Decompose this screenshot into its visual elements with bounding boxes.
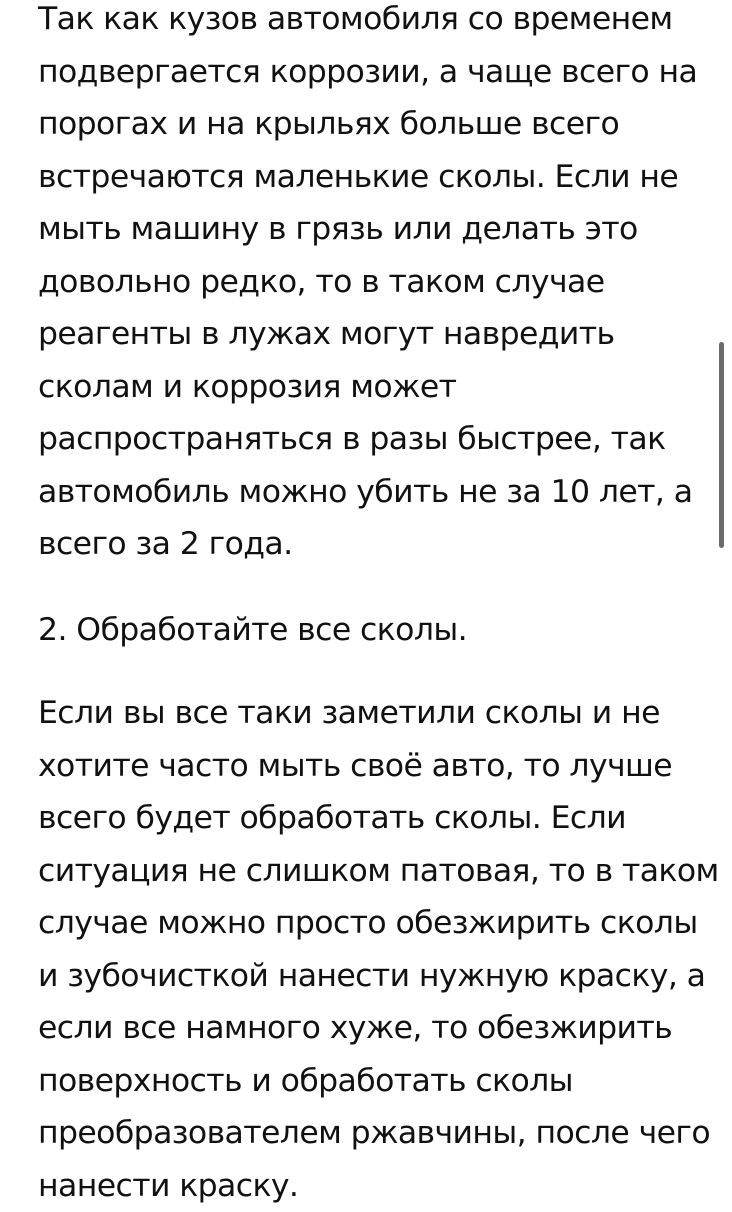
text-line: ситуация не слишком патовая, то в таком [38, 845, 719, 898]
text-line: и зубочисткой нанести нужную краску, а [38, 950, 719, 1003]
text-line: Если вы все таки заметили сколы и не [38, 687, 719, 740]
text-line: мыть машину в грязь или делать это [38, 203, 697, 256]
text-line: довольно редко, то в таком случае [38, 256, 697, 309]
text-line: всего будет обработать сколы. Если [38, 792, 719, 845]
text-line: 2. Обработайте все сколы. [38, 604, 467, 657]
text-line: автомобиль можно убить не за 10 лет, а [38, 466, 697, 519]
text-line: встречаются маленькие сколы. Если не [38, 151, 697, 204]
text-line: реагенты в лужах могут навредить [38, 308, 697, 361]
text-line: подвергается коррозии, а чаще всего на [38, 46, 697, 99]
vertical-scrollbar[interactable] [719, 342, 724, 548]
text-line: хотите часто мыть своё авто, то лучше [38, 740, 719, 793]
text-line: сколам и коррозия может [38, 361, 697, 414]
text-line: если все намного хуже, то обезжирить [38, 1002, 719, 1055]
section-heading-chips [38, 604, 467, 657]
paragraph-treat-chips [38, 687, 719, 1212]
text-line: поверхность и обработать сколы [38, 1055, 719, 1108]
text-line: нанести краску. [38, 1160, 719, 1212]
text-line: всего за 2 года. [38, 518, 697, 571]
text-line: преобразователем ржавчины, после чего [38, 1107, 719, 1160]
text-line: порогах и на крыльях больше всего [38, 98, 697, 151]
text-line: случае можно просто обезжирить сколы [38, 897, 719, 950]
text-line: распространяться в разы быстрее, так [38, 413, 697, 466]
paragraph-corrosion [38, 0, 697, 571]
text-line: Так как кузов автомобиля со временем [38, 0, 697, 46]
